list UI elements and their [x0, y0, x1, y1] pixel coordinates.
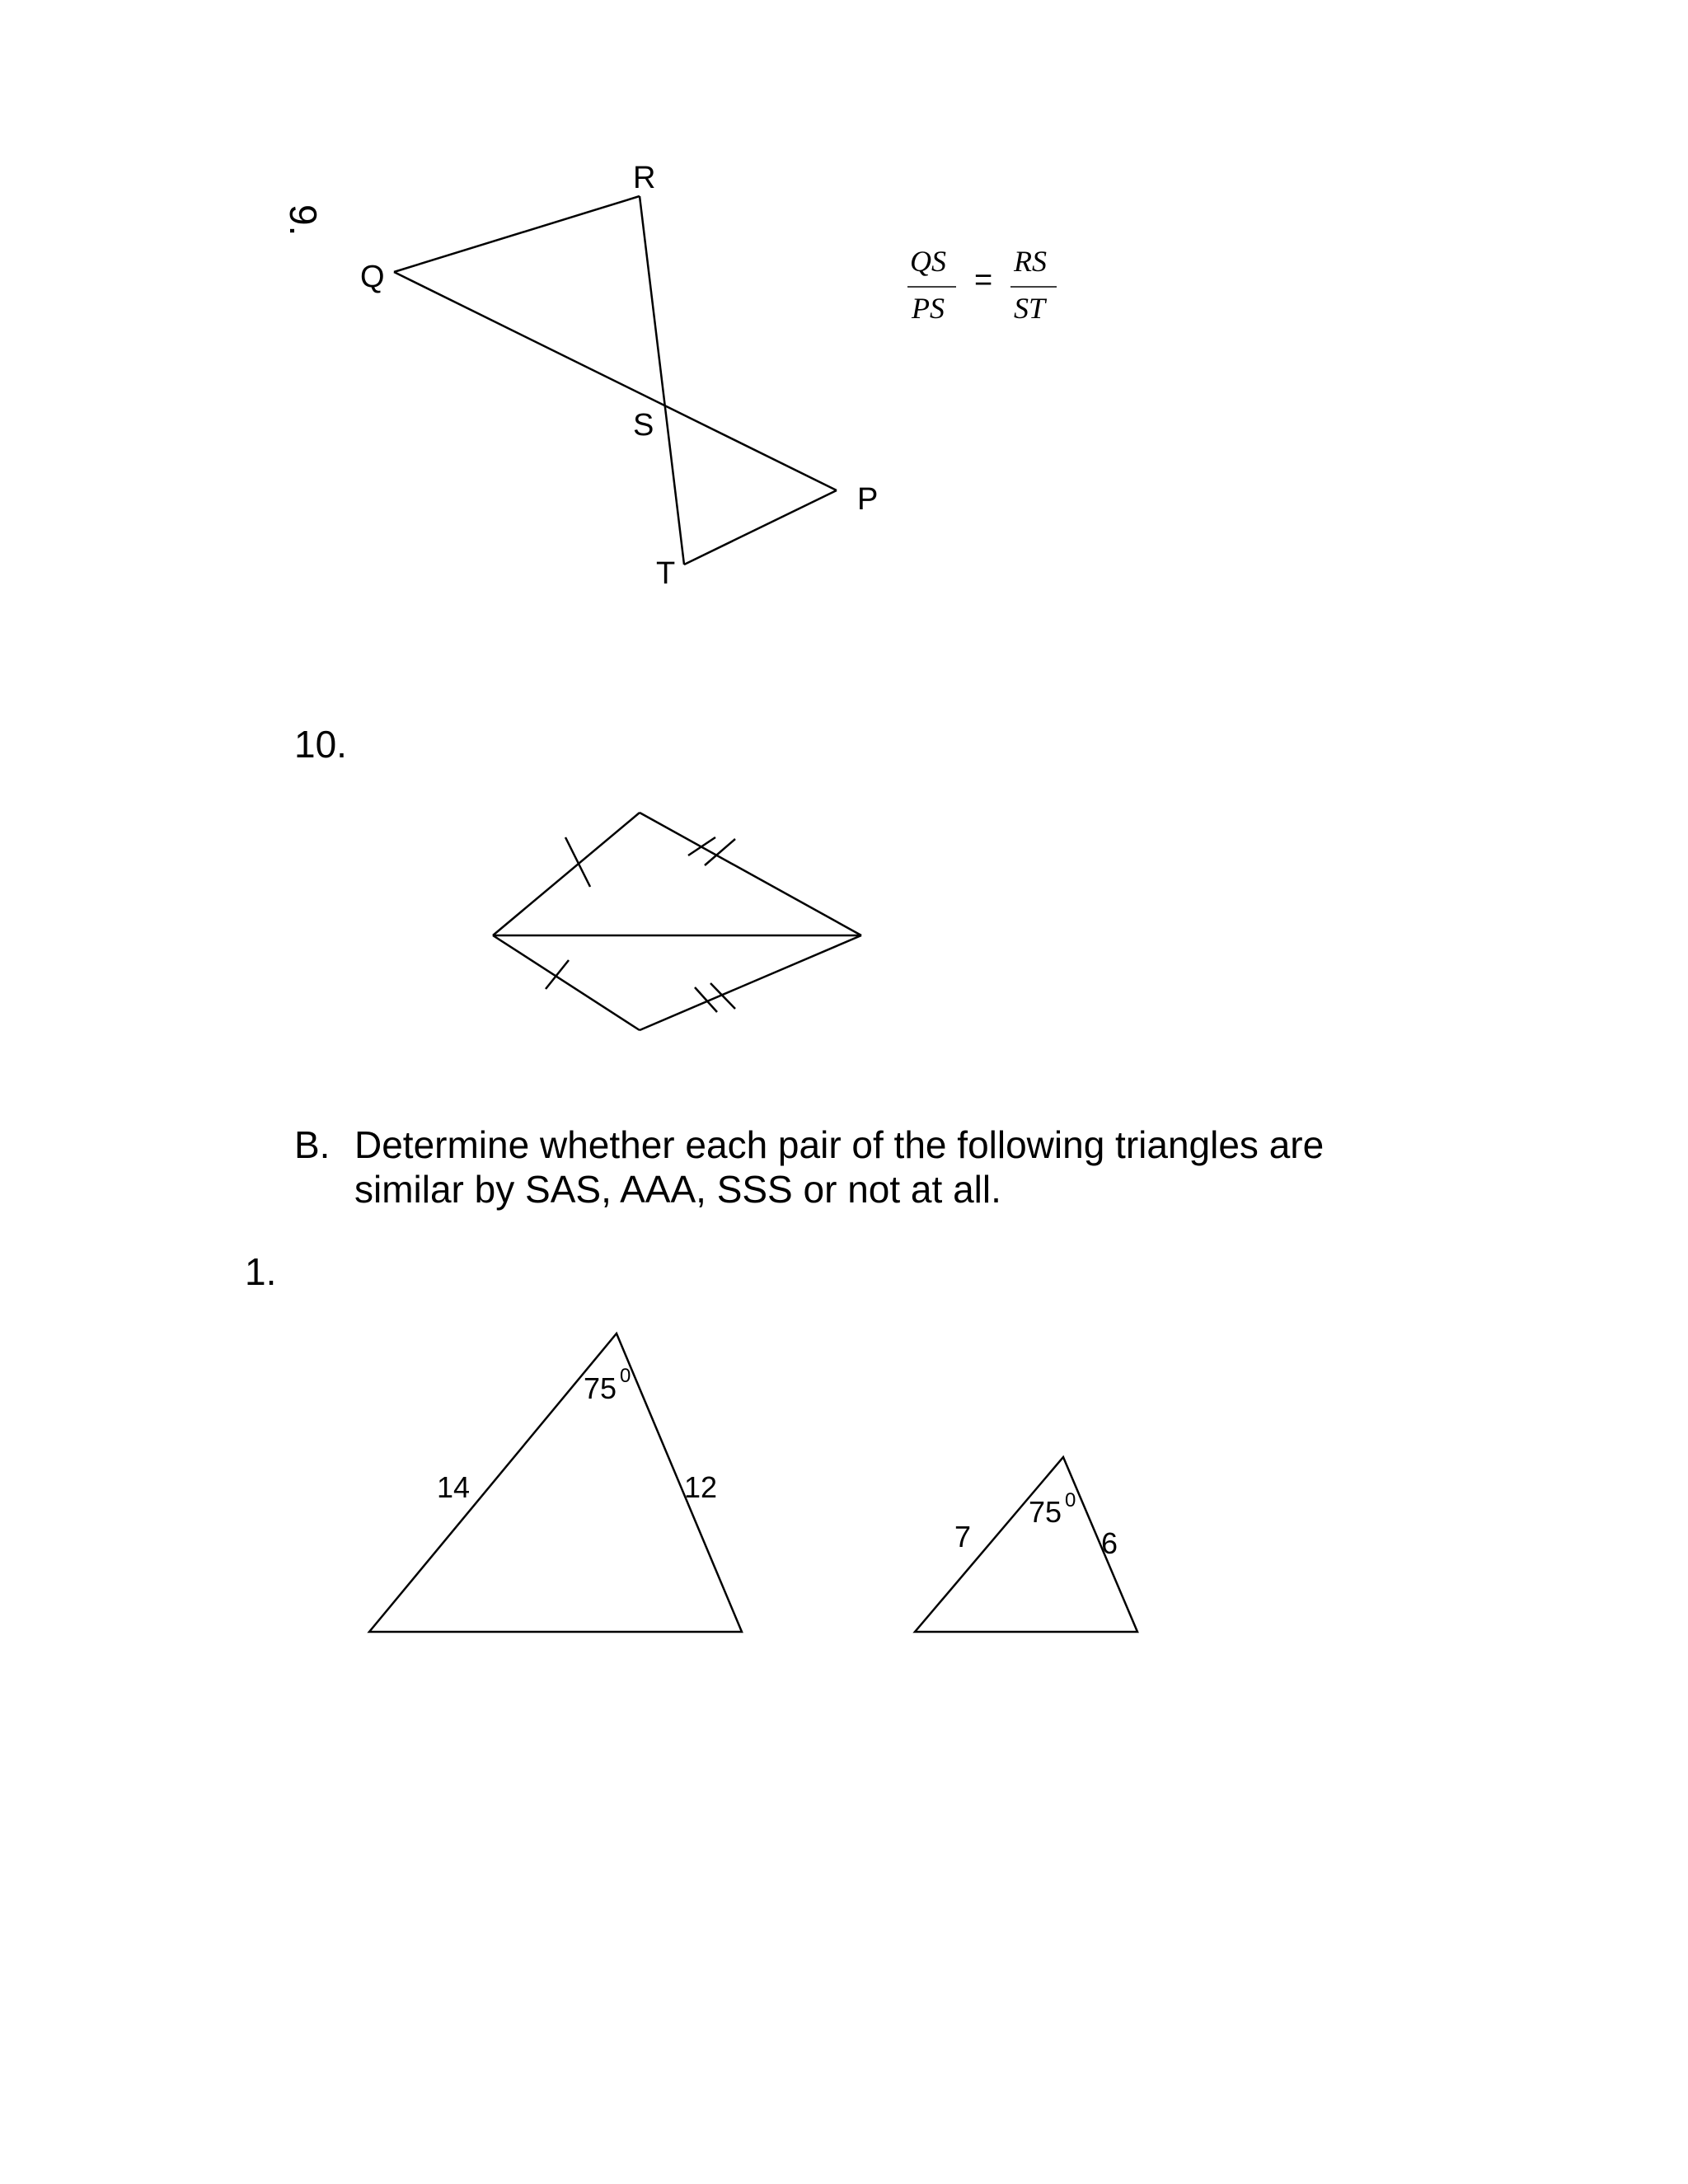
tick-single-upper — [565, 837, 590, 887]
large-triangle-angle-degree: 0 — [620, 1365, 631, 1387]
vertex-label-Q: Q — [360, 260, 385, 294]
ratio-equals-sign: = — [974, 263, 993, 298]
kite-lower-left-side — [493, 935, 640, 1030]
vertex-label-S: S — [633, 408, 654, 443]
segment-QP — [394, 272, 837, 490]
ratio-right-numerator: RS — [1014, 245, 1047, 278]
ratio-left-numerator: QS — [910, 245, 946, 278]
tick-single-lower — [546, 960, 569, 989]
large-triangle-right-side-label: 12 — [684, 1470, 718, 1504]
segment-RT — [640, 196, 684, 565]
ratio-left-denominator: PS — [912, 292, 945, 325]
segment-PT — [684, 490, 837, 565]
kite-upper-right-side — [640, 813, 861, 935]
vertex-label-R: R — [633, 161, 656, 195]
section-b-letter: B. — [294, 1123, 331, 1166]
problem-9-number: 9. — [282, 204, 325, 237]
problem-10-diagram — [493, 813, 861, 1030]
problem-b1-number: 1. — [245, 1250, 277, 1293]
segment-QR — [394, 196, 640, 272]
tick-double-lower-2 — [710, 983, 735, 1009]
problem-10-number: 10. — [294, 723, 347, 766]
vertex-label-P: P — [857, 482, 879, 517]
section-b-text: Determine whether each pair of the following triangles are similar by SAS, AAA, SSS or not at all. — [354, 1123, 1325, 1211]
problem-9-diagram — [394, 196, 837, 565]
large-triangle-angle-label: 75 — [584, 1371, 617, 1405]
small-triangle-right-side-label: 6 — [1101, 1526, 1118, 1560]
small-triangle-left-side-label: 7 — [954, 1520, 972, 1554]
large-triangle-left-side-label: 14 — [437, 1470, 471, 1504]
tick-double-lower-1 — [695, 987, 717, 1012]
small-triangle-angle-degree: 0 — [1065, 1489, 1076, 1511]
vertex-label-T: T — [656, 556, 676, 591]
small-triangle-angle-label: 75 — [1029, 1495, 1062, 1529]
ratio-right-denominator: ST — [1014, 292, 1046, 325]
kite-upper-left-side — [493, 813, 640, 935]
kite-lower-right-side — [640, 935, 861, 1030]
